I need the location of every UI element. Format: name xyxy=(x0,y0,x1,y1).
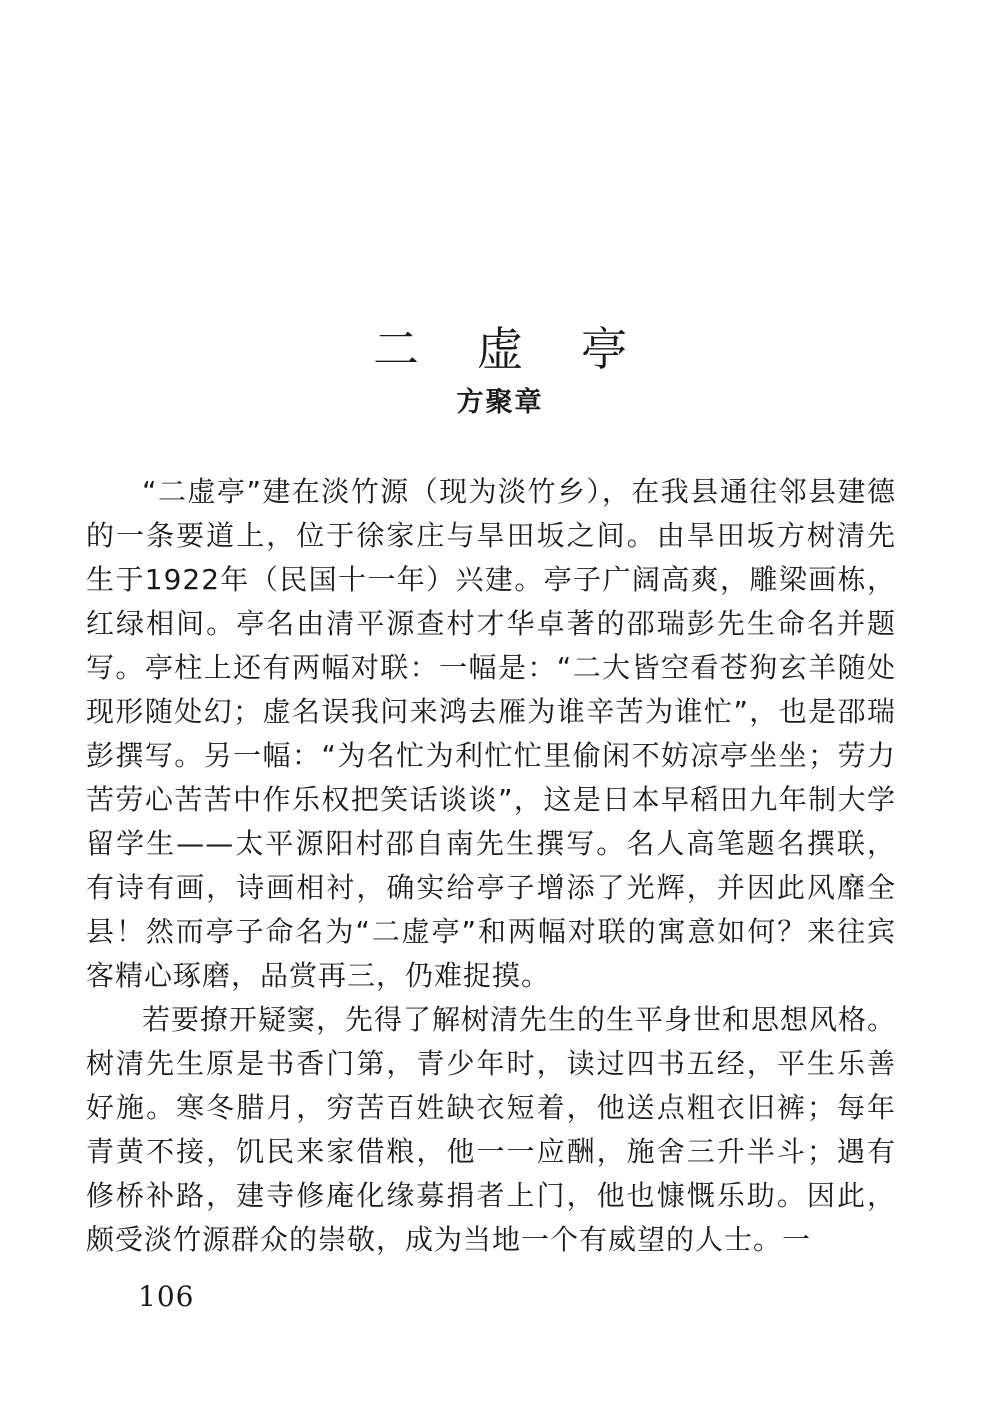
paragraph: “二虚亭”建在淡竹源（现为淡竹乡），在我县通往邻县建德的一条要道上，位于徐家庄与旱田坂之间。由旱田坂方树清先生于1922年（民国十一年）兴建。亭子广阔高爽，雕梁画栋，红绿相间。亭名由清平源查村才华卓著的邵瑞彭先生命名并题写。亭柱上还有两幅对联：一幅是：“二大皆空看苍狗玄羊随处现形随处幻；虚名误我问来鸿去雁为谁辛苦为谁忙”，也是邵瑞彭撰写。另一幅：“为名忙为利忙忙里偷闲不妨凉亭坐坐；劳力苦劳心苦苦中作乐权把笑话谈谈”，这是日本早稻田九年制大学留学生——太平源阳村邵自南先生撰写。名人高笔题名撰联，有诗有画，诗画相衬，确实给亭子增添了光辉，并因此风靡全县！然而亭子命名为“二虚亭”和两幅对联的寓意如何？来往宾客精心琢磨，品赏再三，仍难捉摸。 xyxy=(86,475,896,992)
article-title: 二虚亭 xyxy=(373,321,685,376)
page-number: 106 xyxy=(138,1280,195,1313)
article-author: 方聚章 xyxy=(456,387,544,418)
paragraph: 若要撩开疑窦，先得了解树清先生的生平身世和思想风格。树清先生原是书香门第，青少年时，读过四书五经，平生乐善好施。寒冬腊月，穷苦百姓缺衣短着，他送点粗衣旧裤；每年青黄不接，饥民来家借粮，他一一应酬，施舍三升半斗；遇有修桥补路，建寺修庵化缘募捐者上门，他也慷慨乐助。因此，颇受淡竹源群众的崇敬，成为当地一个有威望的人士。一 xyxy=(86,1003,897,1256)
article-body xyxy=(86,470,896,1262)
